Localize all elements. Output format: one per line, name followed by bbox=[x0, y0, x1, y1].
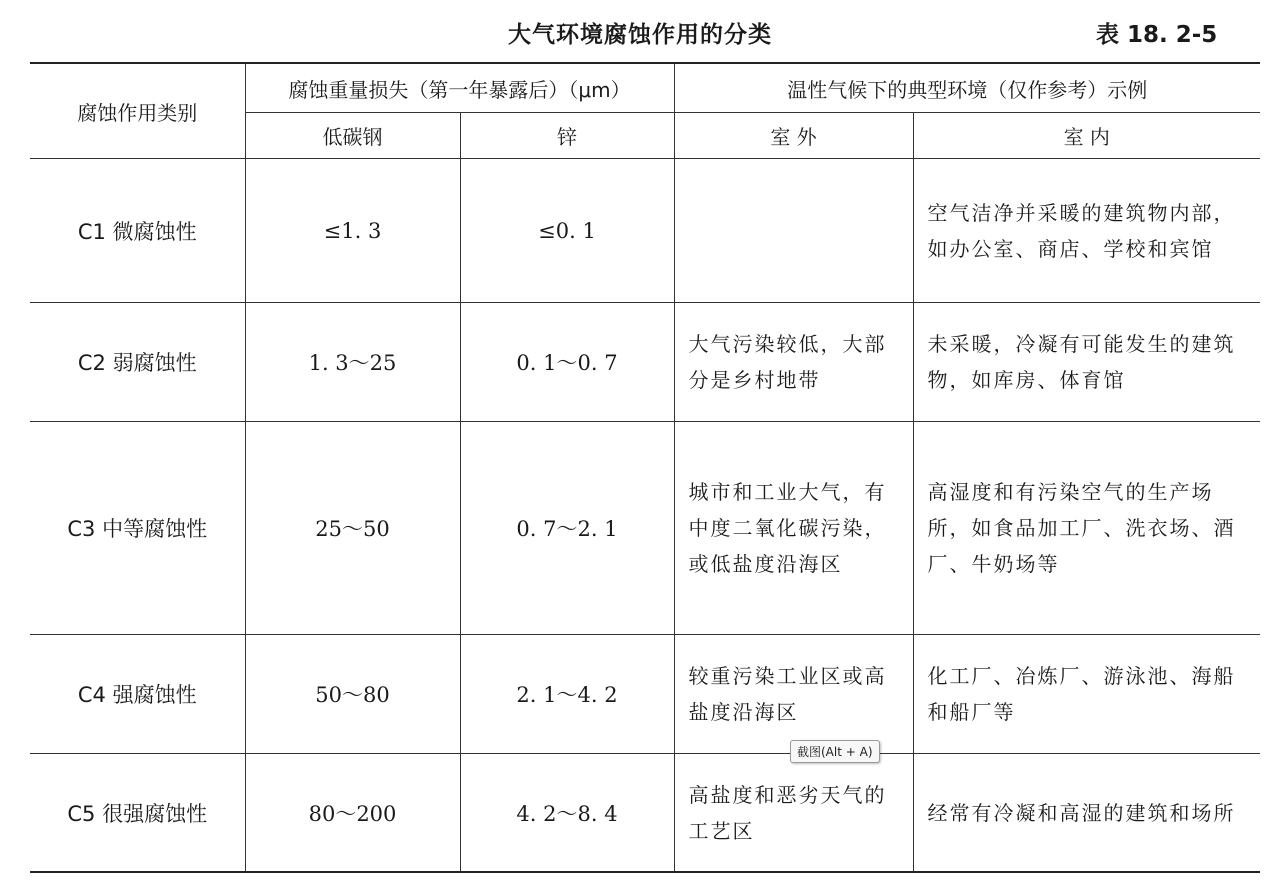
table-title: 大气环境腐蚀作用的分类 bbox=[508, 22, 772, 48]
row-steel-loss: 80～200 bbox=[245, 754, 460, 873]
table-row bbox=[30, 422, 1260, 635]
table-row bbox=[30, 159, 1260, 303]
row-outdoor: 高盐度和恶劣天气的工艺区 bbox=[674, 754, 913, 873]
row-category: C1 微腐蚀性 bbox=[30, 159, 245, 303]
header-low-carbon-steel: 低碳钢 bbox=[245, 113, 460, 159]
row-outdoor: 城市和工业大气，有中度二氧化碳污染，或低盐度沿海区 bbox=[674, 422, 913, 635]
header-corrosion-loss: 腐蚀重量损失（第一年暴露后）（μm） bbox=[245, 63, 674, 113]
header-indoor: 室 内 bbox=[913, 113, 1260, 159]
row-zinc-loss: 4. 2～8. 4 bbox=[460, 754, 674, 873]
table-row bbox=[30, 635, 1260, 754]
table-number: 表 18. 2-5 bbox=[1096, 22, 1218, 48]
row-steel-loss: 1. 3～25 bbox=[245, 303, 460, 422]
header-category: 腐蚀作用类别 bbox=[30, 63, 245, 159]
screenshot-tooltip: 截图(Alt + A) bbox=[790, 740, 880, 763]
table-row bbox=[30, 303, 1260, 422]
row-zinc-loss: ≤0. 1 bbox=[460, 159, 674, 303]
row-outdoor: 较重污染工业区或高盐度沿海区 bbox=[674, 635, 913, 754]
row-zinc-loss: 0. 7～2. 1 bbox=[460, 422, 674, 635]
row-category: C3 中等腐蚀性 bbox=[30, 422, 245, 635]
header-typical-environment: 温性气候下的典型环境（仅作参考）示例 bbox=[674, 63, 1260, 113]
row-indoor: 化工厂、冶炼厂、游泳池、海船和船厂等 bbox=[913, 635, 1260, 754]
row-category: C4 强腐蚀性 bbox=[30, 635, 245, 754]
row-steel-loss: ≤1. 3 bbox=[245, 159, 460, 303]
table-row bbox=[30, 754, 1260, 873]
row-category: C5 很强腐蚀性 bbox=[30, 754, 245, 873]
corrosion-classification-table bbox=[30, 62, 1260, 873]
row-outdoor bbox=[674, 159, 913, 303]
row-steel-loss: 25～50 bbox=[245, 422, 460, 635]
row-indoor: 空气洁净并采暖的建筑物内部，如办公室、商店、学校和宾馆 bbox=[913, 159, 1260, 303]
row-steel-loss: 50～80 bbox=[245, 635, 460, 754]
header-zinc: 锌 bbox=[460, 113, 674, 159]
header-row-1 bbox=[30, 63, 1260, 113]
row-indoor: 未采暖，冷凝有可能发生的建筑物，如库房、体育馆 bbox=[913, 303, 1260, 422]
row-outdoor: 大气污染较低，大部分是乡村地带 bbox=[674, 303, 913, 422]
row-category: C2 弱腐蚀性 bbox=[30, 303, 245, 422]
row-indoor: 经常有冷凝和高湿的建筑和场所 bbox=[913, 754, 1260, 873]
row-zinc-loss: 2. 1～4. 2 bbox=[460, 635, 674, 754]
header-outdoor: 室 外 bbox=[674, 113, 913, 159]
row-indoor: 高湿度和有污染空气的生产场所，如食品加工厂、洗衣场、酒厂、牛奶场等 bbox=[913, 422, 1260, 635]
row-zinc-loss: 0. 1～0. 7 bbox=[460, 303, 674, 422]
